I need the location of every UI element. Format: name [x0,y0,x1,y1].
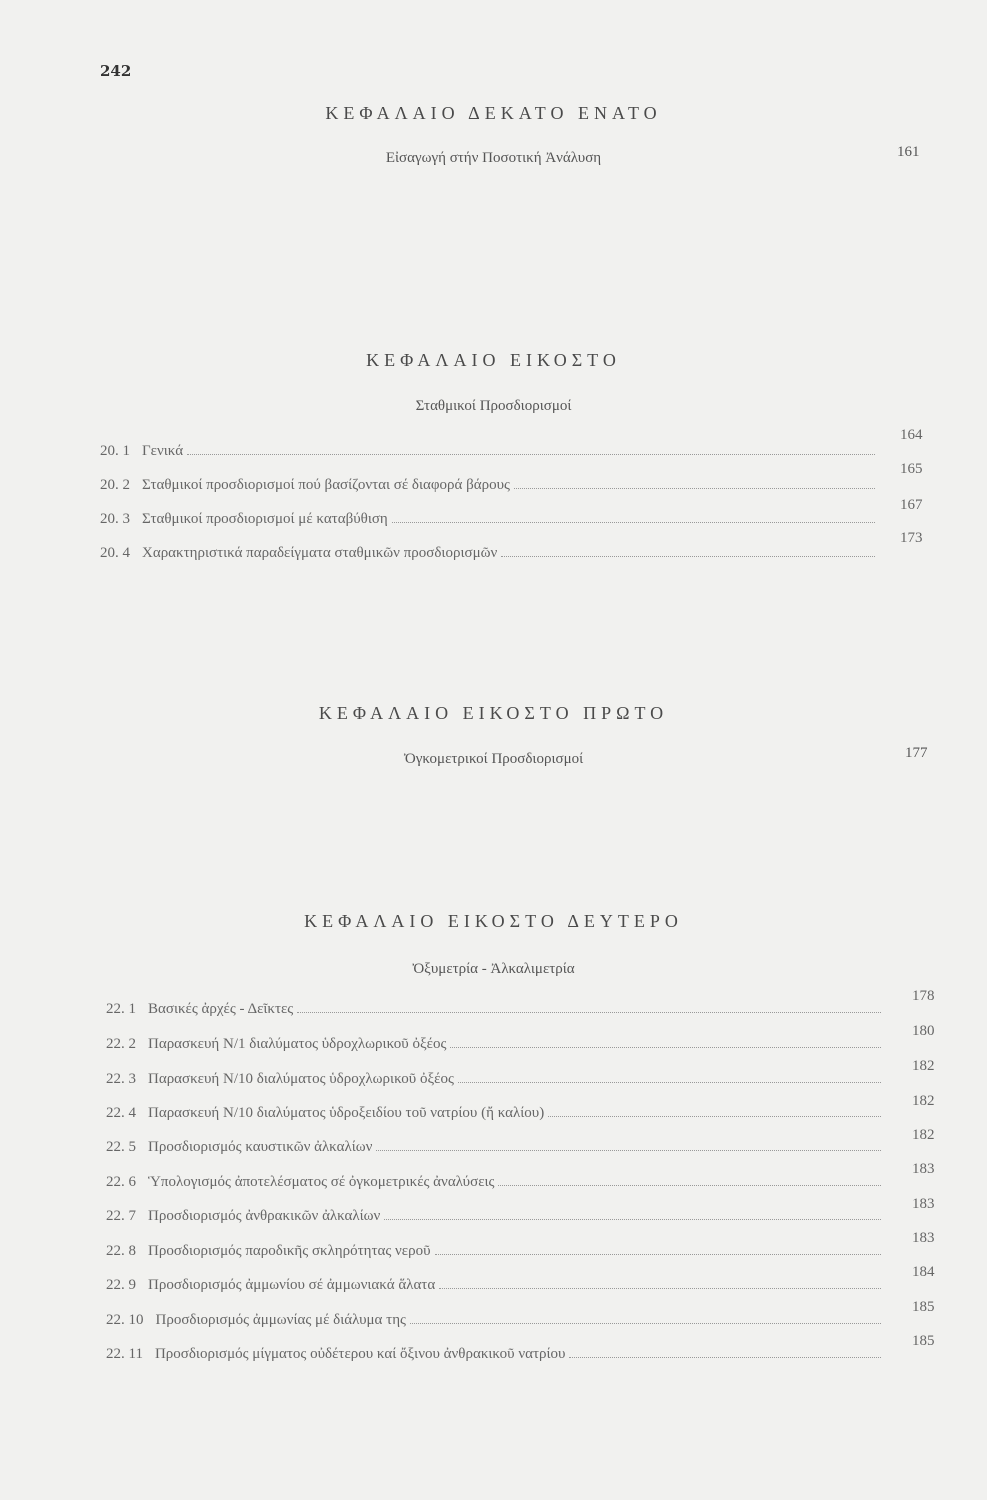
dot-leader [569,1345,881,1358]
dot-leader [376,1138,881,1151]
toc-entry-title: Βασικές ἀρχές - Δεῖκτες [148,1001,294,1017]
toc-entry-title: Ὑπολογισμός ἀποτελέσματος σέ ὀγκομετρικές ἀναλύσεις [148,1174,495,1190]
chapter-subtitle: Ὀξυμετρία - Ἀλκαλιμετρία [412,961,575,977]
page-number: 242 [100,62,132,80]
toc-entry-number: 22. 10 [106,1312,144,1328]
chapter-page-number: 177 [905,745,928,761]
dot-leader [384,1207,881,1220]
chapter-subtitle: Σταθμικοί Προσδιορισμοί [415,398,572,414]
toc-entry-page: 184 [912,1264,935,1280]
toc-entry [100,442,875,464]
toc-entry [106,1070,881,1092]
toc-entry-number: 22. 2 [106,1036,136,1052]
dot-leader [450,1035,881,1048]
toc-entry-title: Προσδιορισμός ἀμμωνίας μέ διάλυμα της [155,1312,406,1328]
dot-leader [435,1242,881,1255]
dot-leader [458,1070,881,1083]
dot-leader [548,1104,881,1117]
toc-entry-page: 185 [912,1299,935,1315]
toc-entry-number: 22. 9 [106,1277,136,1293]
toc-entry [106,1242,881,1264]
dot-leader [297,1000,881,1013]
toc-entry-number: 22. 6 [106,1174,136,1190]
toc-entry-page: 183 [912,1230,935,1246]
chapter-title: ΚΕΦΑΛΑΙΟ ΕΙΚΟΣΤΟ [366,350,621,370]
toc-entry-number: 20. 3 [100,511,130,527]
toc-entry [100,510,875,532]
toc-entry-page: 182 [912,1127,935,1143]
dot-leader [410,1311,881,1324]
toc-entry-title: Παρασκευή N/10 διαλύματος ὑδροχλωρικοῦ ὀξέος [148,1071,454,1087]
toc-entry-number: 22. 7 [106,1208,136,1224]
toc-entry [100,476,875,498]
chapter-title: ΚΕΦΑΛΑΙΟ ΕΙΚΟΣΤΟ ΠΡΩΤΟ [318,703,669,723]
toc-entry [106,1035,881,1057]
toc-entry-title: Σταθμικοί προσδιορισμοί πού βασίζονται σέ διαφορά βάρους [142,477,510,493]
toc-entry-page: 167 [900,497,923,513]
toc-entry-page: 183 [912,1161,935,1177]
dot-leader [187,442,875,455]
toc-entry-page: 173 [900,530,923,546]
toc-entry-page: 164 [900,427,923,443]
toc-entry-title: Παρασκευή N/10 διαλύματος ὑδροξειδίου τοῦ νατρίου (ἤ καλίου) [148,1105,545,1121]
dot-leader [498,1173,881,1186]
chapter-subtitle: Εἰσαγωγή στήν Ποσοτική Ἀνάλυση [385,150,602,166]
dot-leader [514,476,875,489]
toc-entry [106,1000,881,1022]
toc-entry-number: 22. 3 [106,1071,136,1087]
toc-entry [106,1276,881,1298]
toc-entry [100,544,875,566]
toc-entry-title: Χαρακτηριστικά παραδείγματα σταθμικῶν προσδιορισμῶν [142,545,498,561]
toc-entry [106,1173,881,1195]
toc-entry-number: 22. 11 [106,1346,143,1362]
chapter-title: ΚΕΦΑΛΑΙΟ ΕΙΚΟΣΤΟ ΔΕΥΤΕΡΟ [304,911,683,931]
toc-entry-page: 182 [912,1093,935,1109]
toc-entry-page: 180 [912,1023,935,1039]
toc-entry-number: 22. 8 [106,1243,136,1259]
dot-leader [392,510,875,523]
toc-entry-title: Προσδιορισμός καυστικῶν ἀλκαλίων [148,1139,373,1155]
dot-leader [501,544,875,557]
chapter-subtitle: Ὀγκομετρικοί Προσδιορισμοί [403,751,584,767]
toc-entry [106,1104,881,1126]
toc-entry-title: Προσδιορισμός παροδικῆς σκληρότητας νεροῦ [148,1243,431,1259]
toc-entry-title: Προσδιορισμός μίγματος οὐδέτερου καί ὄξινου ἀνθρακικοῦ νατρίου [154,1346,566,1362]
toc-entry-page: 165 [900,461,923,477]
toc-entry-number: 22. 4 [106,1105,136,1121]
toc-entry [106,1138,881,1160]
toc-entry-number: 22. 1 [106,1001,136,1017]
toc-entry-page: 178 [912,988,935,1004]
toc-entry-title: Παρασκευή N/1 διαλύματος ὑδροχλωρικοῦ ὀξέος [148,1036,447,1052]
toc-entry-number: 20. 4 [100,545,130,561]
toc-entry [106,1207,881,1229]
toc-entry-number: 20. 1 [100,443,130,459]
chapter-title: ΚΕΦΑΛΑΙΟ ΔΕΚΑΤΟ ΕΝΑΤΟ [325,103,662,123]
toc-entry-page: 185 [912,1333,935,1349]
toc-entry-title: Σταθμικοί προσδιορισμοί μέ καταβύθιση [142,511,388,527]
toc-entry-title: Προσδιορισμός ἀνθρακικῶν ἀλκαλίων [148,1208,381,1224]
toc-entry-title: Προσδιορισμός ἀμμωνίου σέ ἀμμωνιακά ἅλατα [148,1277,436,1293]
toc-entry-title: Γενικά [142,443,184,459]
toc-entry-number: 20. 2 [100,477,130,493]
chapter-page-number: 161 [897,144,920,160]
toc-entry [106,1345,881,1367]
dot-leader [439,1276,881,1289]
toc-entry [106,1311,881,1333]
toc-entry-page: 183 [912,1196,935,1212]
toc-entry-page: 182 [912,1058,935,1074]
toc-entry-number: 22. 5 [106,1139,136,1155]
